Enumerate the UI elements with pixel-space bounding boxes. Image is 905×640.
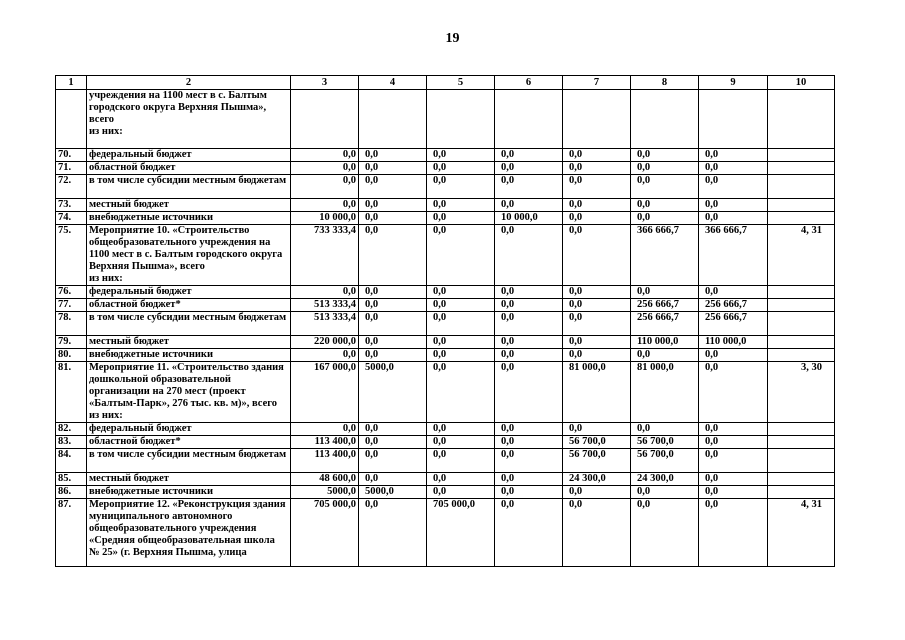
value-cell: 0,0 bbox=[359, 199, 427, 212]
value-cell: 0,0 bbox=[427, 336, 495, 349]
column-header: 10 bbox=[768, 76, 835, 90]
value-cell: 0,0 bbox=[631, 486, 699, 499]
row-number-cell: 79. bbox=[56, 336, 87, 349]
value-cell: 113 400,0 bbox=[291, 449, 359, 473]
value-cell: 0,0 bbox=[495, 312, 563, 336]
table-row bbox=[56, 286, 835, 299]
value-cell bbox=[359, 90, 427, 149]
value-cell: 0,0 bbox=[427, 225, 495, 286]
value-cell: 0,0 bbox=[631, 162, 699, 175]
value-cell: 0,0 bbox=[699, 449, 768, 473]
table-row bbox=[56, 436, 835, 449]
value-cell: 0,0 bbox=[495, 349, 563, 362]
row-number-cell: 84. bbox=[56, 449, 87, 473]
value-cell: 0,0 bbox=[563, 175, 631, 199]
value-cell: 110 000,0 bbox=[699, 336, 768, 349]
table-row bbox=[56, 449, 835, 473]
value-cell: 0,0 bbox=[427, 312, 495, 336]
row-number-cell: 75. bbox=[56, 225, 87, 286]
row-number-cell: 76. bbox=[56, 286, 87, 299]
row-number-cell: 71. bbox=[56, 162, 87, 175]
value-cell: 0,0 bbox=[427, 149, 495, 162]
reference-cell bbox=[768, 212, 835, 225]
column-header: 4 bbox=[359, 76, 427, 90]
value-cell bbox=[495, 90, 563, 149]
value-cell: 513 333,4 bbox=[291, 299, 359, 312]
reference-cell bbox=[768, 162, 835, 175]
value-cell: 0,0 bbox=[495, 436, 563, 449]
reference-cell bbox=[768, 336, 835, 349]
value-cell: 0,0 bbox=[427, 362, 495, 423]
value-cell: 0,0 bbox=[563, 212, 631, 225]
reference-cell bbox=[768, 199, 835, 212]
value-cell: 24 300,0 bbox=[631, 473, 699, 486]
value-cell: 0,0 bbox=[495, 175, 563, 199]
reference-cell bbox=[768, 90, 835, 149]
item-name-cell: в том числе субсидии местным бюджетам bbox=[87, 449, 291, 473]
value-cell: 0,0 bbox=[699, 423, 768, 436]
value-cell: 0,0 bbox=[291, 423, 359, 436]
table-row bbox=[56, 349, 835, 362]
reference-cell bbox=[768, 349, 835, 362]
reference-cell bbox=[768, 423, 835, 436]
value-cell: 0,0 bbox=[495, 336, 563, 349]
value-cell: 0,0 bbox=[359, 175, 427, 199]
value-cell: 56 700,0 bbox=[631, 436, 699, 449]
value-cell: 0,0 bbox=[359, 299, 427, 312]
value-cell: 0,0 bbox=[495, 473, 563, 486]
value-cell: 0,0 bbox=[359, 225, 427, 286]
column-header: 8 bbox=[631, 76, 699, 90]
item-name-cell: Мероприятие 12. «Реконструкция здания муниципального автономного общеобразовательного учреждения «Средняя общеобразовательная школа № 25» (г. Верхняя Пышма, улица bbox=[87, 499, 291, 567]
row-number-cell: 70. bbox=[56, 149, 87, 162]
value-cell: 0,0 bbox=[495, 449, 563, 473]
item-name-cell: областной бюджет* bbox=[87, 436, 291, 449]
reference-cell bbox=[768, 286, 835, 299]
reference-cell bbox=[768, 436, 835, 449]
row-number-cell: 73. bbox=[56, 199, 87, 212]
column-header: 6 bbox=[495, 76, 563, 90]
item-name-cell: местный бюджет bbox=[87, 336, 291, 349]
value-cell: 0,0 bbox=[495, 199, 563, 212]
value-cell: 5000,0 bbox=[291, 486, 359, 499]
value-cell: 0,0 bbox=[699, 162, 768, 175]
value-cell: 0,0 bbox=[495, 362, 563, 423]
item-name-cell: федеральный бюджет bbox=[87, 286, 291, 299]
value-cell: 0,0 bbox=[359, 449, 427, 473]
item-name-cell: федеральный бюджет bbox=[87, 423, 291, 436]
value-cell: 0,0 bbox=[699, 499, 768, 567]
value-cell: 0,0 bbox=[427, 423, 495, 436]
budget-table bbox=[55, 75, 835, 567]
value-cell: 0,0 bbox=[631, 199, 699, 212]
column-header: 3 bbox=[291, 76, 359, 90]
reference-cell bbox=[768, 473, 835, 486]
value-cell: 0,0 bbox=[631, 286, 699, 299]
value-cell: 0,0 bbox=[291, 149, 359, 162]
value-cell: 0,0 bbox=[563, 499, 631, 567]
value-cell: 56 700,0 bbox=[563, 449, 631, 473]
reference-cell bbox=[768, 175, 835, 199]
value-cell: 0,0 bbox=[427, 486, 495, 499]
reference-cell: 3, 30 bbox=[768, 362, 835, 423]
value-cell: 0,0 bbox=[563, 312, 631, 336]
column-header: 5 bbox=[427, 76, 495, 90]
value-cell: 0,0 bbox=[495, 499, 563, 567]
value-cell: 81 000,0 bbox=[563, 362, 631, 423]
row-number-cell: 82. bbox=[56, 423, 87, 436]
value-cell: 0,0 bbox=[495, 149, 563, 162]
value-cell bbox=[699, 90, 768, 149]
value-cell: 56 700,0 bbox=[563, 436, 631, 449]
value-cell: 0,0 bbox=[291, 286, 359, 299]
value-cell: 0,0 bbox=[563, 225, 631, 286]
value-cell: 0,0 bbox=[699, 286, 768, 299]
item-name-cell: местный бюджет bbox=[87, 199, 291, 212]
value-cell bbox=[563, 90, 631, 149]
value-cell: 0,0 bbox=[359, 149, 427, 162]
column-header: 9 bbox=[699, 76, 768, 90]
row-number-cell: 83. bbox=[56, 436, 87, 449]
value-cell: 366 666,7 bbox=[699, 225, 768, 286]
value-cell: 256 666,7 bbox=[699, 299, 768, 312]
value-cell: 113 400,0 bbox=[291, 436, 359, 449]
table-row bbox=[56, 312, 835, 336]
value-cell: 256 666,7 bbox=[631, 299, 699, 312]
item-name-cell: областной бюджет* bbox=[87, 299, 291, 312]
value-cell: 0,0 bbox=[427, 162, 495, 175]
item-name-cell: Мероприятие 11. «Строительство здания дошкольной образовательной организации на 270 мест (проект «Балтым-Парк», 276 тыс. кв. м)», всего из них: bbox=[87, 362, 291, 423]
value-cell: 256 666,7 bbox=[699, 312, 768, 336]
reference-cell bbox=[768, 312, 835, 336]
column-header: 7 bbox=[563, 76, 631, 90]
row-number-cell: 77. bbox=[56, 299, 87, 312]
value-cell: 0,0 bbox=[495, 162, 563, 175]
value-cell: 0,0 bbox=[631, 349, 699, 362]
value-cell: 0,0 bbox=[495, 286, 563, 299]
table-row bbox=[56, 473, 835, 486]
value-cell: 24 300,0 bbox=[563, 473, 631, 486]
value-cell: 0,0 bbox=[359, 499, 427, 567]
value-cell: 0,0 bbox=[427, 449, 495, 473]
reference-cell bbox=[768, 449, 835, 473]
value-cell: 0,0 bbox=[359, 473, 427, 486]
value-cell: 256 666,7 bbox=[631, 312, 699, 336]
value-cell: 0,0 bbox=[495, 299, 563, 312]
value-cell: 0,0 bbox=[631, 149, 699, 162]
value-cell: 0,0 bbox=[495, 423, 563, 436]
value-cell: 0,0 bbox=[563, 336, 631, 349]
value-cell: 0,0 bbox=[631, 423, 699, 436]
value-cell: 0,0 bbox=[699, 199, 768, 212]
value-cell: 0,0 bbox=[427, 436, 495, 449]
value-cell: 167 000,0 bbox=[291, 362, 359, 423]
value-cell: 0,0 bbox=[699, 473, 768, 486]
value-cell: 0,0 bbox=[291, 349, 359, 362]
value-cell: 5000,0 bbox=[359, 486, 427, 499]
table-row bbox=[56, 225, 835, 286]
row-number-cell: 81. bbox=[56, 362, 87, 423]
table-row bbox=[56, 149, 835, 162]
row-number-cell: 74. bbox=[56, 212, 87, 225]
value-cell bbox=[427, 90, 495, 149]
value-cell: 366 666,7 bbox=[631, 225, 699, 286]
item-name-cell: Мероприятие 10. «Строительство общеобразовательного учреждения на 1100 мест в с. Балтым городского округа Верхняя Пышма», всего из них: bbox=[87, 225, 291, 286]
item-name-cell: федеральный бюджет bbox=[87, 149, 291, 162]
value-cell: 0,0 bbox=[359, 286, 427, 299]
value-cell: 0,0 bbox=[563, 199, 631, 212]
value-cell: 0,0 bbox=[699, 149, 768, 162]
value-cell: 0,0 bbox=[563, 349, 631, 362]
value-cell: 0,0 bbox=[291, 162, 359, 175]
value-cell: 110 000,0 bbox=[631, 336, 699, 349]
value-cell bbox=[631, 90, 699, 149]
value-cell: 0,0 bbox=[563, 423, 631, 436]
item-name-cell: учреждения на 1100 мест в с. Балтым городского округа Верхняя Пышма», всего из них: bbox=[87, 90, 291, 149]
value-cell: 0,0 bbox=[699, 212, 768, 225]
value-cell: 0,0 bbox=[563, 162, 631, 175]
item-name-cell: внебюджетные источники bbox=[87, 212, 291, 225]
value-cell bbox=[291, 90, 359, 149]
value-cell: 0,0 bbox=[427, 212, 495, 225]
table-row bbox=[56, 212, 835, 225]
value-cell: 0,0 bbox=[359, 436, 427, 449]
item-name-cell: внебюджетные источники bbox=[87, 349, 291, 362]
value-cell: 0,0 bbox=[563, 299, 631, 312]
value-cell: 0,0 bbox=[427, 299, 495, 312]
value-cell: 0,0 bbox=[359, 162, 427, 175]
value-cell: 0,0 bbox=[359, 349, 427, 362]
value-cell: 0,0 bbox=[359, 423, 427, 436]
table-row bbox=[56, 336, 835, 349]
row-number-cell: 85. bbox=[56, 473, 87, 486]
item-name-cell: внебюджетные источники bbox=[87, 486, 291, 499]
value-cell: 0,0 bbox=[427, 349, 495, 362]
value-cell: 10 000,0 bbox=[495, 212, 563, 225]
value-cell: 81 000,0 bbox=[631, 362, 699, 423]
row-number-cell: 87. bbox=[56, 499, 87, 567]
reference-cell bbox=[768, 299, 835, 312]
item-name-cell: областной бюджет bbox=[87, 162, 291, 175]
value-cell: 0,0 bbox=[495, 486, 563, 499]
value-cell: 220 000,0 bbox=[291, 336, 359, 349]
row-number-cell: 78. bbox=[56, 312, 87, 336]
table-row bbox=[56, 175, 835, 199]
reference-cell: 4, 31 bbox=[768, 499, 835, 567]
row-number-cell: 80. bbox=[56, 349, 87, 362]
value-cell: 0,0 bbox=[359, 336, 427, 349]
table-row bbox=[56, 486, 835, 499]
value-cell: 513 333,4 bbox=[291, 312, 359, 336]
row-number-cell: 72. bbox=[56, 175, 87, 199]
table-row bbox=[56, 90, 835, 149]
table-row bbox=[56, 499, 835, 567]
value-cell: 0,0 bbox=[495, 225, 563, 286]
value-cell: 0,0 bbox=[563, 149, 631, 162]
value-cell: 0,0 bbox=[563, 286, 631, 299]
table-row bbox=[56, 362, 835, 423]
item-name-cell: в том числе субсидии местным бюджетам bbox=[87, 312, 291, 336]
reference-cell bbox=[768, 149, 835, 162]
value-cell: 0,0 bbox=[427, 286, 495, 299]
table-row bbox=[56, 423, 835, 436]
value-cell: 0,0 bbox=[359, 312, 427, 336]
value-cell: 56 700,0 bbox=[631, 449, 699, 473]
reference-cell: 4, 31 bbox=[768, 225, 835, 286]
item-name-cell: в том числе субсидии местным бюджетам bbox=[87, 175, 291, 199]
column-header: 2 bbox=[87, 76, 291, 90]
value-cell: 0,0 bbox=[291, 175, 359, 199]
value-cell: 10 000,0 bbox=[291, 212, 359, 225]
value-cell: 705 000,0 bbox=[427, 499, 495, 567]
value-cell: 0,0 bbox=[427, 175, 495, 199]
table-row bbox=[56, 299, 835, 312]
value-cell: 0,0 bbox=[699, 436, 768, 449]
value-cell: 0,0 bbox=[699, 486, 768, 499]
header-row bbox=[56, 76, 835, 90]
value-cell: 0,0 bbox=[699, 362, 768, 423]
page-number: 19 bbox=[445, 31, 460, 46]
value-cell: 0,0 bbox=[699, 349, 768, 362]
reference-cell bbox=[768, 486, 835, 499]
value-cell: 0,0 bbox=[699, 175, 768, 199]
column-header: 1 bbox=[56, 76, 87, 90]
value-cell: 48 600,0 bbox=[291, 473, 359, 486]
value-cell: 0,0 bbox=[427, 473, 495, 486]
table-row bbox=[56, 199, 835, 212]
value-cell: 0,0 bbox=[291, 199, 359, 212]
item-name-cell: местный бюджет bbox=[87, 473, 291, 486]
value-cell: 5000,0 bbox=[359, 362, 427, 423]
value-cell: 0,0 bbox=[631, 212, 699, 225]
value-cell: 0,0 bbox=[563, 486, 631, 499]
row-number-cell bbox=[56, 90, 87, 149]
value-cell: 0,0 bbox=[631, 499, 699, 567]
value-cell: 0,0 bbox=[427, 199, 495, 212]
value-cell: 733 333,4 bbox=[291, 225, 359, 286]
value-cell: 0,0 bbox=[631, 175, 699, 199]
value-cell: 705 000,0 bbox=[291, 499, 359, 567]
row-number-cell: 86. bbox=[56, 486, 87, 499]
table-row bbox=[56, 162, 835, 175]
value-cell: 0,0 bbox=[359, 212, 427, 225]
